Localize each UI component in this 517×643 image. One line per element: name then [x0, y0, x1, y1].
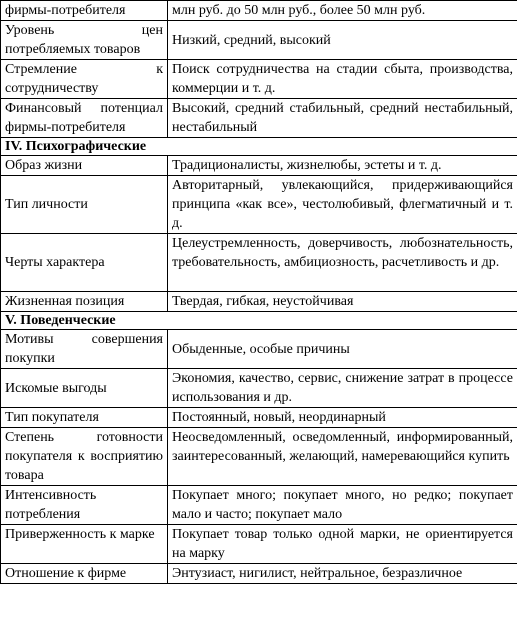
- criterion-cell: Образ жизни: [1, 156, 168, 176]
- values-cell: Низкий, средний, высокий: [168, 21, 517, 60]
- table-row: [1, 99, 517, 138]
- table-row: [1, 176, 517, 234]
- section-row: [1, 312, 517, 330]
- criterion-cell: Уровень цен потребляемых товаров: [1, 21, 168, 60]
- criterion-cell: Интенсивность потребления: [1, 486, 168, 525]
- values-cell: Постоянный, новый, неординарный: [168, 408, 517, 428]
- criterion-cell: Приверженность к марке: [1, 525, 168, 564]
- table-row: [1, 21, 517, 60]
- table-row: [1, 156, 517, 176]
- table-row: [1, 408, 517, 428]
- section-row: [1, 138, 517, 156]
- values-cell: Неосведомленный, осведомленный, информированный, заинтересованный, желающий, намеревающийся купить: [168, 428, 517, 486]
- values-cell: Традиционалисты, жизнелюбы, эстеты и т. д.: [168, 156, 517, 176]
- values-cell: Покупает товар только одной марки, не ориентируется на марку: [168, 525, 517, 564]
- criterion-cell: Жизненная позиция: [1, 292, 168, 312]
- table-row: [1, 564, 517, 584]
- section-heading: V. Поведенческие: [1, 312, 517, 330]
- table-row: [1, 60, 517, 99]
- criterion-cell: Стремление к сотрудничеству: [1, 60, 168, 99]
- table-row: [1, 234, 517, 292]
- criterion-cell: Мотивы совершения покупки: [1, 330, 168, 369]
- criterion-cell: Тип личности: [1, 176, 168, 234]
- values-cell: млн руб. до 50 млн руб., более 50 млн руб.: [168, 1, 517, 21]
- values-cell: Обыденные, особые причины: [168, 330, 517, 369]
- table-row: [1, 330, 517, 369]
- criterion-cell: Черты характера: [1, 234, 168, 292]
- section-heading: IV. Психографические: [1, 138, 517, 156]
- values-cell: Экономия, качество, сервис, снижение затрат в процессе использования и др.: [168, 369, 517, 408]
- criterion-cell: Отношение к фирме: [1, 564, 168, 584]
- values-cell: Целеустремленность, доверчивость, любознательность, требовательность, амбициозность, расчетливость и др.: [168, 234, 517, 292]
- values-cell: Поиск сотрудничества на стадии сбыта, производства, коммерции и т. д.: [168, 60, 517, 99]
- criterion-cell: фирмы-потребителя: [1, 1, 168, 21]
- values-cell: Энтузиаст, нигилист, нейтральное, безразличное: [168, 564, 517, 584]
- table-row: [1, 1, 517, 21]
- values-cell: Высокий, средний стабильный, средний нестабильный, нестабильный: [168, 99, 517, 138]
- table-row: [1, 486, 517, 525]
- criterion-cell: Искомые выгоды: [1, 369, 168, 408]
- criterion-cell: Степень готовности покупателя к восприятию товара: [1, 428, 168, 486]
- values-cell: Покупает много; покупает много, но редко; покупает мало и часто; покупает мало: [168, 486, 517, 525]
- criterion-cell: Тип покупателя: [1, 408, 168, 428]
- table-row: [1, 525, 517, 564]
- values-cell: Авторитарный, увлекающийся, придерживающийся принципа «как все», честолюбивый, флегматичный и т. д.: [168, 176, 517, 234]
- criterion-cell: Финансовый потенциал фирмы-потребителя: [1, 99, 168, 138]
- table-row: [1, 369, 517, 408]
- table-row: [1, 428, 517, 486]
- table-row: [1, 292, 517, 312]
- values-cell: Твердая, гибкая, неустойчивая: [168, 292, 517, 312]
